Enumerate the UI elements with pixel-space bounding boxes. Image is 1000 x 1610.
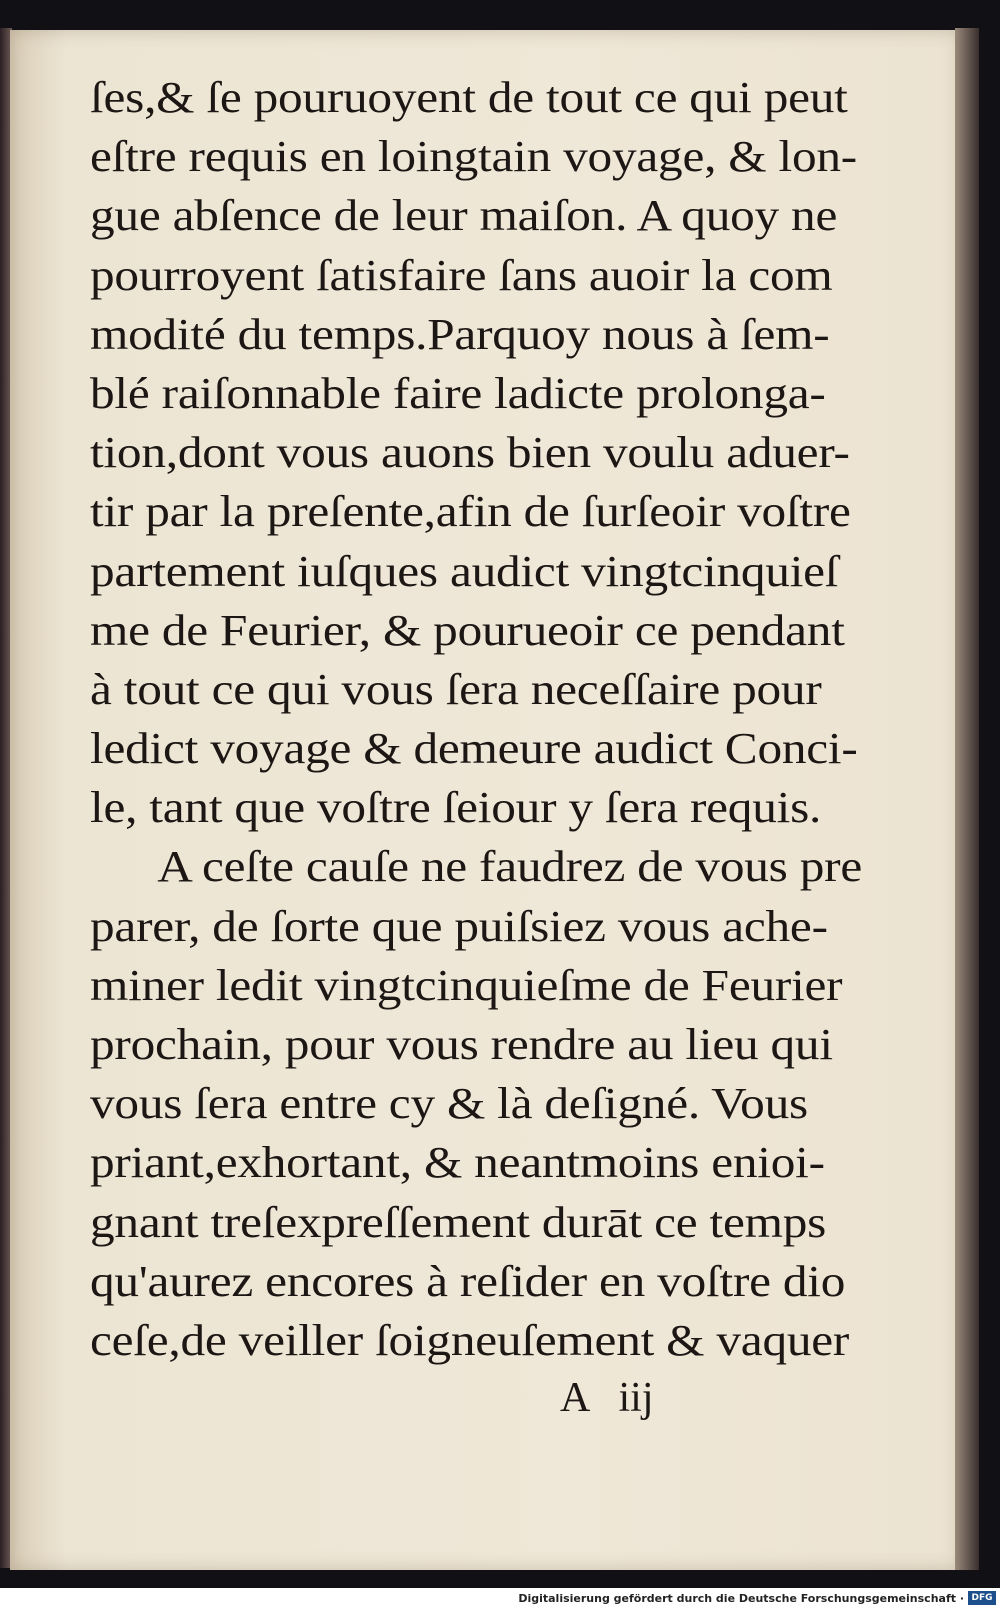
- dfg-logo: DFG: [968, 1591, 996, 1605]
- text-line: tir par la preſente,afin de ſurſeoir voſtre: [90, 487, 851, 537]
- paragraph-start-line: A ceſte cauſe ne faudrez de vous pre: [157, 842, 862, 892]
- page-text: [90, 68, 880, 1370]
- text-line: ledict voyage & demeure audict Conci-: [90, 724, 858, 774]
- text-line: prochain, pour vous rendre au lieu qui: [90, 1020, 833, 1069]
- text-line: ſes,& ſe pouruoyent de tout ce qui peut: [90, 73, 848, 122]
- text-line: à tout ce qui vous ſera neceſſaire pour: [90, 664, 822, 714]
- text-line: ceſe,de veiller ſoigneuſement & vaquer: [90, 1315, 850, 1365]
- text-line: gnant treſexpreſſement durāt ce temps: [90, 1197, 827, 1247]
- text-line: miner ledit vingtcinquieſme de Feurier: [90, 960, 843, 1010]
- text-line: pourroyent ſatisfaire ſans auoir la com: [90, 250, 833, 300]
- signature-mark: A iij: [560, 1375, 654, 1421]
- text-line: gue abſence de leur maiſon. A quoy ne: [90, 191, 838, 241]
- text-line: tion,dont vous auons bien voulu aduer-: [90, 428, 850, 478]
- text-line: le, tant que voſtre ſeiour y ſera requis.: [90, 783, 822, 833]
- text-line: modité du temps.Parquoy nous à ſem-: [90, 309, 830, 359]
- text-line: blé raiſonnable faire ladicte prolonga-: [90, 368, 826, 418]
- text-line: parer, de ſorte que puiſsiez vous ache-: [90, 901, 828, 951]
- text-line: eſtre requis en loingtain voyage, & lon-: [90, 132, 857, 182]
- text-line: vous ſera entre cy & là deſigné. Vous: [90, 1079, 808, 1129]
- text-line: me de Feurier, & pourueoir ce pendant: [90, 605, 845, 655]
- text-line: qu'aurez encores à reſider en voſtre dio: [90, 1256, 846, 1306]
- digitization-credit: Digitalisierung gefördert durch die Deutsche Forschungsgemeinschaft ·: [518, 1592, 964, 1605]
- text-line: priant,exhortant, & neantmoins enioi-: [90, 1138, 825, 1188]
- text-line: partement iuſques audict vingtcinquieſ: [90, 546, 839, 596]
